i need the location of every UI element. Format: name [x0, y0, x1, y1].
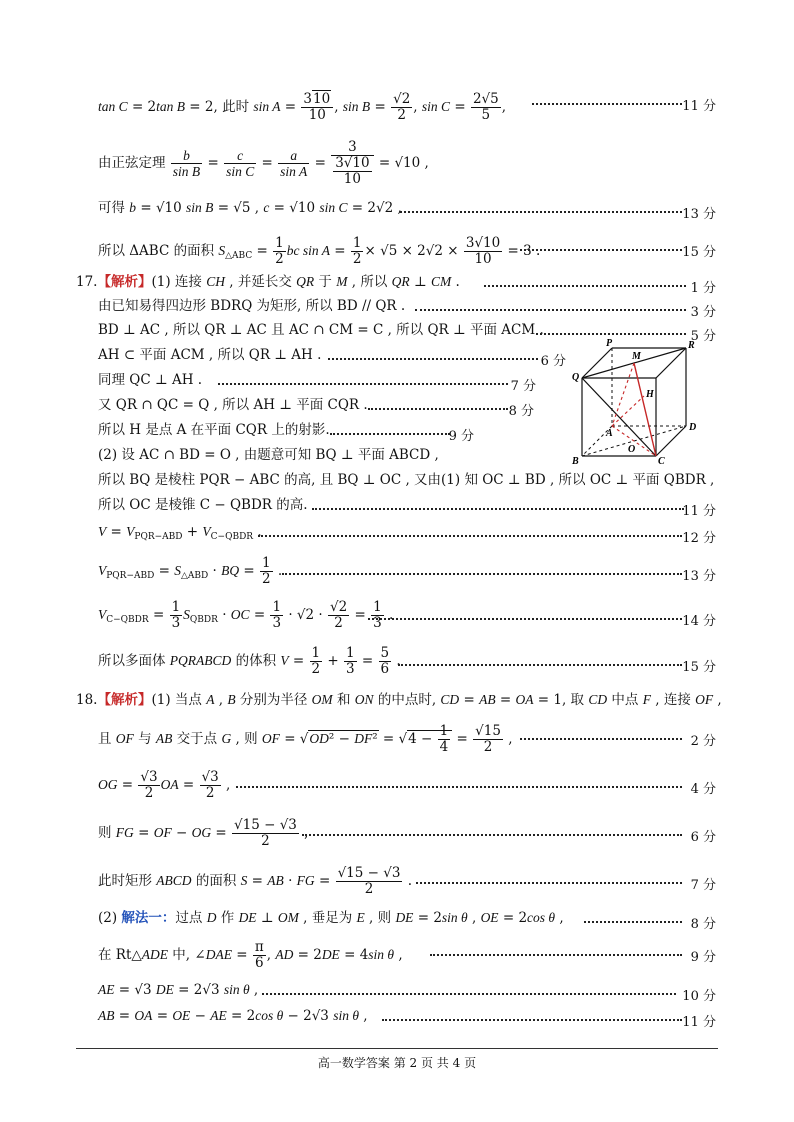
leader-dots: [368, 618, 682, 620]
leader-dots: [400, 211, 682, 213]
leader-dots: [536, 333, 686, 335]
figure-label-C: C: [658, 456, 665, 467]
figure-label-D: D: [689, 422, 697, 433]
leader-dots: [312, 508, 684, 510]
figure-label-H: H: [646, 389, 654, 400]
score-label: 10 分: [682, 989, 716, 1004]
leader-dots: [532, 103, 682, 105]
q17-line-2: 由已知易得四边形 BDRQ 为矩形, 所以 BD // QR .: [98, 298, 406, 314]
score-label: 11 分: [682, 99, 716, 114]
score-label: 9 分: [690, 950, 716, 965]
score-label: 15 分: [682, 245, 716, 260]
leader-dots: [430, 954, 682, 956]
q18-line-5: 此时矩形 ABCD 的面积 S = AB · FG = $\frac{√15 - √3}{2}$ .: [98, 865, 413, 897]
score-label: 8 分: [690, 917, 716, 932]
figure-label-P: P: [606, 338, 613, 349]
q17-line-9: 所以 BQ 是棱柱 PQR − ABC 的高, 且 BQ ⊥ OC , 又由(1) 知 OC ⊥ BD , 所以 OC ⊥ 平面 QBDR ,: [98, 472, 715, 488]
q17-line-6: 又 QR ∩ QC = Q , 所以 AH ⊥ 平面 CQR .: [98, 397, 368, 413]
leader-dots: [382, 1019, 682, 1021]
score-label: 7 分: [510, 379, 536, 394]
figure-label-Q: Q: [572, 372, 580, 383]
q18-line-2: 且 OF 与 AB 交于点 G , 则 OF = √OD² − DF² = √4 − $\frac{1}{4}$ = $\frac{√15}{2}$ ,: [98, 723, 513, 755]
leader-dots: [328, 358, 538, 360]
q17-line-11: $V = V_{PQR-ABD} + V_{C-QBDR}$ .: [98, 524, 262, 542]
q18-line-7: 在 Rt△ADE 中, ∠DAE = $\frac{\pi}{6}$ , AD = 2DE = 4sin θ ,: [98, 939, 403, 971]
q18-line-9: AB = OA = OE − AE = 2cos θ − 2√3 sin θ ,: [98, 1008, 368, 1024]
figure-label-M: M: [632, 351, 641, 362]
score-label: 11 分: [682, 504, 716, 519]
answer-line-3: 可得 b = √10 sin B = √5 , c = √10 sin C = 2√2 ,: [98, 200, 402, 216]
score-label: 11 分: [682, 1015, 716, 1030]
score-label: 7 分: [690, 878, 716, 893]
score-label: 4 分: [690, 782, 716, 797]
score-label: 13 分: [682, 207, 716, 222]
q18-line-3: OG = $\frac{√3}{2}$ OA = $\frac{√3}{2}$ ,: [98, 769, 231, 801]
q17-line-13: $V_{C-QBDR}$ = $\frac{1}{3}$ $S_{QBDR}$ · OC = $\frac{1}{3}$ · √2 · $\frac{√2}{2}$ = $\frac{1}{3}$ .: [98, 599, 394, 631]
leader-dots: [218, 383, 508, 385]
leader-dots: [584, 921, 682, 923]
leader-dots: [282, 573, 682, 575]
leader-dots: [330, 433, 450, 435]
score-label: 9 分: [448, 429, 474, 444]
q17-line-3: BD ⊥ AC , 所以 QR ⊥ AC 且 AC ∩ CM = C , 所以 QR ⊥ 平面 ACM .: [98, 322, 544, 338]
q17-line-10: 所以 OC 是棱锥 C − QBDR 的高.: [98, 497, 308, 513]
figure-label-B: B: [572, 456, 579, 467]
q17-line-5: 同理 QC ⊥ AH .: [98, 372, 203, 388]
answer-line-4: 所以 ΔABC 的面积 $S_{\triangle ABC}$ = $\frac{1}{2}$ bc sin A = $\frac{1}{2}$ × √5 × 2√2 × $\frac{3√10}{10}$ = 3 .: [98, 235, 541, 267]
leader-dots: [262, 993, 676, 995]
score-label: 8 分: [508, 404, 534, 419]
leader-dots: [520, 738, 682, 740]
leader-dots: [415, 309, 686, 311]
q18-line-4: 则 FG = OF − OG = $\frac{√15 - √3}{2}$ ,: [98, 817, 309, 849]
leader-dots: [302, 834, 682, 836]
page-footer: 高一数学答案 第 2 页 共 4 页: [317, 1056, 477, 1070]
q17-line-12: $V_{PQR-ABD} = S_{\triangle ABD}$ · BQ = $\frac{1}{2}$ .: [98, 555, 283, 587]
figure-label-A: A: [606, 428, 613, 439]
score-label: 14 分: [682, 614, 716, 629]
score-label: 2 分: [690, 734, 716, 749]
q17-line-4: AH ⊂ 平面 ACM , 所以 QR ⊥ AH .: [98, 347, 322, 363]
leader-dots: [236, 786, 682, 788]
answer-line-2: 由正弦定理 $\frac{b}{\text{sin B}}$ = $\frac{c}{\text{sin C}}$ = $\frac{a}{\text{sin A}}$ = $\frac{3}{\frac{3√10}{10}}$ = √10 ,: [98, 139, 429, 187]
score-label: 6 分: [690, 830, 716, 845]
q17-line-1: 17.【解析】(1) 连接 CH , 并延长交 QR 于 M , 所以 QR ⊥ CM .: [76, 274, 460, 290]
score-label: 15 分: [682, 660, 716, 675]
answer-line-1: tan C = 2tan B = 2, 此时 sin A = $\frac{310}{10}$ , sin B = $\frac{√2}{2}$ , sin C = $\frac{2√5}{5}$ ,: [98, 91, 507, 123]
score-label: 12 分: [682, 531, 716, 546]
q17-line-7: 所以 H 是点 A 在平面 CQR 上的射影.: [98, 422, 330, 438]
leader-dots: [416, 882, 682, 884]
score-label: 3 分: [690, 305, 716, 320]
q17-line-8: (2) 设 AC ∩ BD = O , 由题意可知 BQ ⊥ 平面 ABCD ,: [98, 447, 439, 463]
leader-dots: [258, 535, 682, 537]
figure-label-R: R: [688, 340, 695, 351]
leader-dots: [484, 285, 686, 287]
leader-dots: [398, 664, 682, 666]
score-label: 6 分: [540, 354, 566, 369]
prism-figure: [568, 338, 708, 468]
q18-line-1: 18.【解析】(1) 当点 A , B 分别为半径 OM 和 ON 的中点时, CD = AB = OA = 1, 取 CD 中点 F , 连接 OF ,: [76, 692, 722, 708]
score-label: 5 分: [690, 329, 716, 344]
footer-divider: [76, 1048, 718, 1049]
score-label: 13 分: [682, 569, 716, 584]
leader-dots: [520, 249, 682, 251]
q18-line-8: AE = √3 DE = 2√3 sin θ ,: [98, 982, 259, 998]
figure-label-O: O: [628, 444, 636, 455]
score-label: 1 分: [690, 281, 716, 296]
q17-line-14: 所以多面体 PQRABCD 的体积 V = $\frac{1}{2}$ + $\frac{1}{3}$ = $\frac{5}{6}$ .: [98, 645, 401, 677]
q18-line-6: (2) 解法一：过点 D 作 DE ⊥ OM , 垂足为 E , 则 DE = 2sin θ , OE = 2cos θ ,: [98, 910, 564, 926]
leader-dots: [368, 408, 508, 410]
